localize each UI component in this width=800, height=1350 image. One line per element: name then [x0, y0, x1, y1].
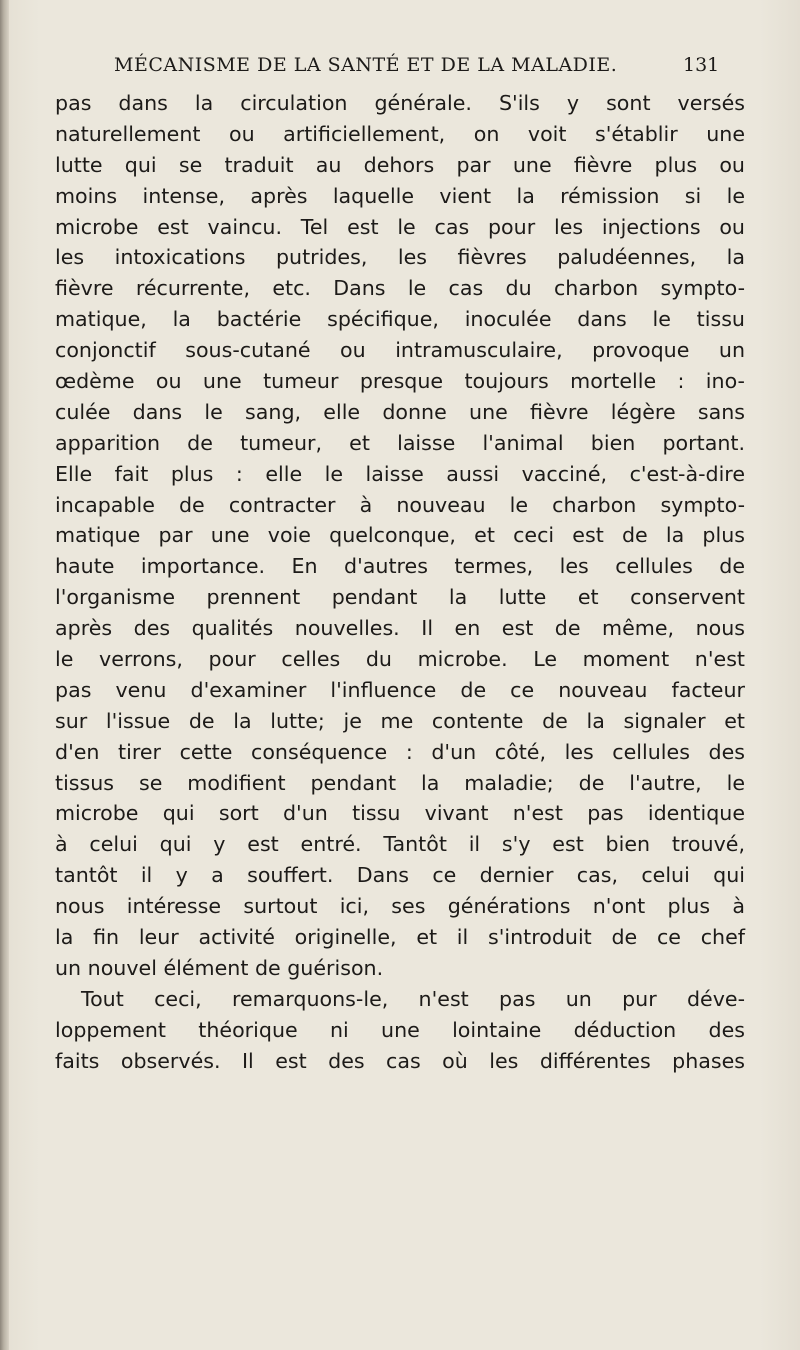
- text-line: les intoxications putrides, les fièvres paludéennes, la: [55, 245, 745, 270]
- page-number: 131: [683, 54, 720, 76]
- text-line-paragraph-start: Tout ceci, remarquons-le, n'est pas un pur déve-: [81, 986, 745, 1011]
- text-line: pas dans la circulation générale. S'ils y sont versés: [55, 91, 745, 115]
- text-line: l'organisme prennent pendant la lutte et conservent: [55, 585, 745, 610]
- text-line: œdème ou une tumeur presque toujours mortelle : ino-: [55, 369, 745, 394]
- text-line: à celui qui y est entré. Tantôt il s'y est bien trouvé,: [55, 832, 745, 857]
- text-line: nous intéresse surtout ici, ses générations n'ont plus à: [55, 894, 745, 919]
- running-title: MÉCANISME DE LA SANTÉ ET DE LA MALADIE.: [114, 54, 618, 76]
- text-line: conjonctif sous-cutané ou intramusculaire, provoque un: [55, 338, 745, 363]
- text-line: Elle fait plus : elle le laisse aussi vacciné, c'est-à-dire: [55, 461, 745, 486]
- text-line: d'en tirer cette conséquence : d'un côté, les cellules des: [55, 739, 745, 764]
- text-line: moins intense, après laquelle vient la rémission si le: [55, 183, 745, 208]
- page-binding-edge: [0, 0, 9, 1350]
- text-line: la fin leur activité originelle, et il s'introduit de ce chef: [55, 925, 745, 950]
- text-line: faits observés. Il est des cas où les différentes phases: [55, 1048, 745, 1073]
- text-line: fièvre récurrente, etc. Dans le cas du charbon sympto-: [55, 276, 745, 301]
- text-line: incapable de contracter à nouveau le charbon sympto-: [55, 492, 745, 517]
- text-line: tissus se modifient pendant la maladie; de l'autre, le: [55, 770, 745, 795]
- body-text: [55, 88, 745, 1077]
- text-line: matique, la bactérie spécifique, inoculée dans le tissu: [55, 307, 745, 332]
- page-header: [50, 50, 800, 80]
- text-line: après des qualités nouvelles. Il en est de même, nous: [55, 616, 745, 641]
- text-line: matique par une voie quelconque, et ceci est de la plus: [55, 523, 745, 548]
- text-line: tantôt il y a souffert. Dans ce dernier cas, celui qui: [55, 863, 745, 888]
- text-line: le verrons, pour celles du microbe. Le moment n'est: [55, 647, 745, 672]
- text-line-paragraph-end: un nouvel élément de guérison.: [55, 955, 384, 980]
- text-line: microbe qui sort d'un tissu vivant n'est pas identique: [55, 801, 745, 826]
- text-line: loppement théorique ni une lointaine déduction des: [55, 1017, 745, 1042]
- text-line: naturellement ou artificiellement, on voit s'établir une: [55, 121, 745, 146]
- text-line: pas venu d'examiner l'influence de ce nouveau facteur: [55, 677, 745, 702]
- text-line: lutte qui se traduit au dehors par une fièvre plus ou: [55, 152, 745, 177]
- text-line: microbe est vaincu. Tel est le cas pour les injections ou: [55, 214, 745, 239]
- text-line: culée dans le sang, elle donne une fièvre légère sans: [55, 399, 745, 424]
- text-line: sur l'issue de la lutte; je me contente de la signaler et: [55, 708, 745, 733]
- text-line: haute importance. En d'autres termes, les cellules de: [55, 554, 745, 579]
- text-line: apparition de tumeur, et laisse l'animal bien portant.: [55, 430, 745, 455]
